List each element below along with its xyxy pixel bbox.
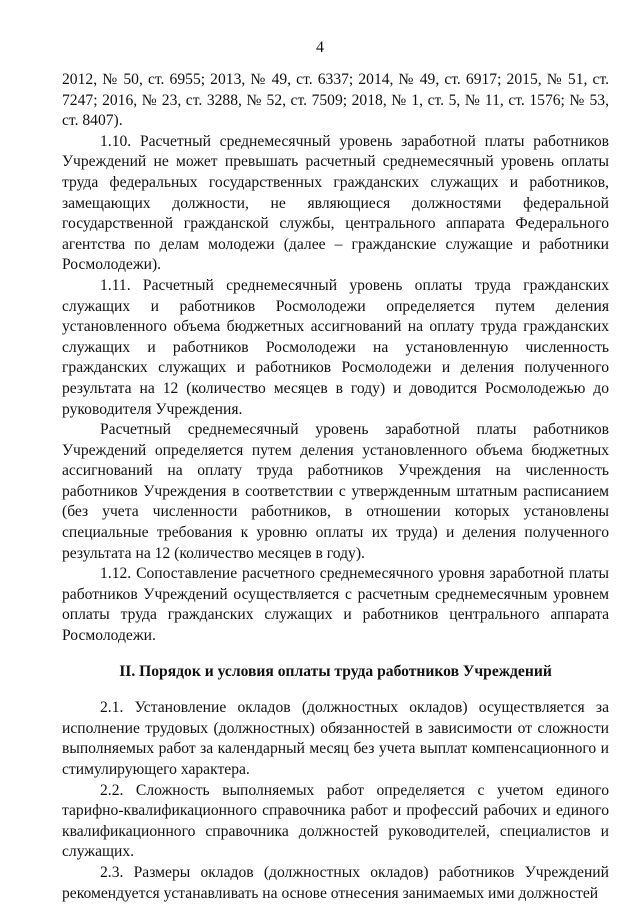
paragraph-1-12: 1.12. Сопоставление расчетного среднемесячного уровня заработной платы работников Учреждений осуществляется с расчетным среднемесячным уровнем оплаты труда гражданских служащих и работников центрального аппарата Росмолодежи.	[62, 565, 609, 645]
section-heading: II. Порядок и условия оплаты труда работников Учреждений	[119, 662, 552, 680]
paragraph-citation-continuation: 2012, № 50, ст. 6955; 2013, № 49, ст. 6337; 2014, № 49, ст. 6917; 2015, № 51, ст. 7247; 2016, № 23, ст. 3288, № 52, ст. 7509; 2018, № 1, ст. 5, № 11, ст. 1576; № 53, ст. 8407).	[62, 71, 609, 130]
paragraph-2-1: 2.1. Установление окладов (должностных окладов) осуществляется за исполнение трудовых (должностных) обязанностей в зависимости от сложности выполняемых работ за календарный месяц без учета выплат компенсационного и стимулирующего характера.	[62, 699, 609, 778]
paragraph-2-2: 2.2. Сложность выполняемых работ определяется с учетом единого тарифно-квалификационного справочника работ и профессий рабочих и единого квалификационного справочника должностей руководителей, специалистов и служащих.	[62, 781, 609, 861]
paragraph-1-11: 1.11. Расчетный среднемесячный уровень оплаты труда гражданских служащих и работников Росмолодежи определяется путем деления установленного объема бюджетных ассигнований на оплату труда гражданских служащих и работников Росмолодежи на установленную численность гражданских служащих и работников Росмолодежи и деления полученного результата на 12 (количество месяцев в году) и доводится Росмолодежью до руководителя Учреждения.	[62, 276, 609, 418]
paragraph-2-3: 2.3. Размеры окладов (должностных окладов) работников Учреждений рекомендуется устанавливать на основе отнесения занимаемых ими должностей	[62, 863, 609, 902]
paragraph-institution-salary-level: Расчетный среднемесячный уровень заработной платы работников Учреждений определяется путем деления установленного объема бюджетных ассигнований на оплату труда работников Учреждения на численность работников Учреждения в соответствии с утвержденным штатным расписанием (без учета численности работников, в отношении которых установлены специальные требования к уровню оплаты их труда) и деления полученного результата на 12 (количество месяцев в году).	[62, 421, 609, 562]
paragraph-1-10: 1.10. Расчетный среднемесячный уровень заработной платы работников Учреждений не может превышать расчетный среднемесячный уровень оплаты труда федеральных государственных гражданских служащих и работников, замещающих должности, не являющиеся должностями федеральной государственной гражданской службы, центрального аппарата Федерального агентства по делам молодежи (далее – гражданские служащие и работники Росмолодежи).	[62, 132, 609, 274]
document-body	[62, 70, 609, 904]
page-number: 4	[316, 39, 324, 56]
